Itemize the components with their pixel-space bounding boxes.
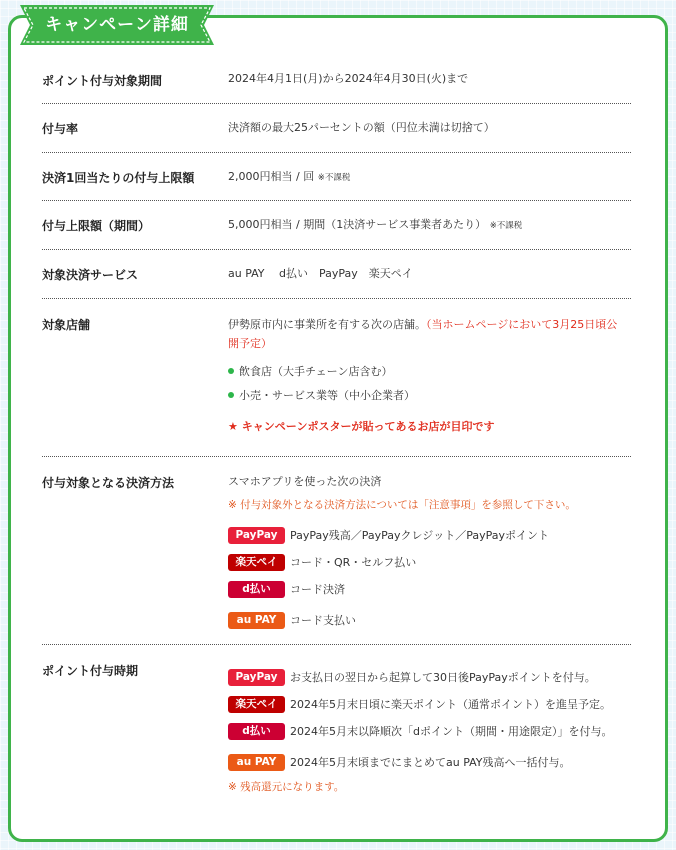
method-text: コード・QR・セルフ払い [290, 556, 417, 569]
timing-note: ※ 残高還元になります。 [228, 781, 345, 793]
method-text: PayPay残高／PayPayクレジット／PayPayポイント [290, 529, 550, 542]
stores-line1-red: （当ホームページにおいて3月25日頃公 [426, 318, 618, 331]
poster-note [228, 419, 495, 435]
methods-note: ※ 付与対象外となる決済方法については「注意事項」を参照して下さい。 [228, 499, 576, 511]
stores-item [228, 388, 415, 404]
d-barai-badge: d払い [228, 723, 285, 740]
timing-text: 2024年5月末頃までにまとめてau PAY残高へ一括付与。 [290, 756, 571, 769]
services-label: 対象決済サービス [42, 268, 139, 282]
rate-label: 付与率 [42, 122, 79, 136]
services-value: au PAY d払い PayPay 楽天ペイ [228, 267, 413, 280]
per-payment-limit-amount: 2,000円相当 / 回 [228, 170, 315, 183]
title-ribbon [20, 5, 214, 45]
timing-text: お支払日の翌日から起算して30日後PayPayポイントを付与。 [290, 671, 596, 684]
rakuten-pay-badge: 楽天ペイ [228, 554, 285, 571]
period-label: ポイント付与対象期間 [42, 74, 163, 88]
per-payment-limit-label: 決済1回当たりの付与上限額 [42, 171, 195, 185]
timing-text: 2024年5月末日頃に楽天ポイント（通常ポイント）を進呈予定。 [290, 698, 611, 711]
stores-line1 [228, 317, 617, 333]
green-bullet-icon [228, 368, 234, 374]
per-payment-limit-value [228, 169, 350, 186]
rakuten-pay-badge: 楽天ペイ [228, 696, 285, 713]
period-limit-note: ※不課税 [489, 221, 523, 231]
green-bullet-icon [228, 392, 234, 398]
per-payment-limit-note: ※不課税 [317, 173, 351, 183]
methods-intro: スマホアプリを使った次の決済 [228, 475, 382, 488]
timing-label: ポイント付与時期 [42, 664, 139, 678]
row-timing [42, 645, 631, 805]
period-limit-value [228, 217, 522, 234]
period-limit-amount: 5,000円相当 / 期間（1決済サービス事業者あたり） [228, 218, 487, 231]
au-pay-badge: au PAY [228, 612, 285, 629]
row-services [42, 250, 631, 299]
stores-item [228, 364, 392, 380]
method-text: コード支払い [290, 614, 356, 627]
rate-value: 決済額の最大25パーセントの額（円位未満は切捨て） [228, 121, 495, 134]
stores-item-text: 小売・サービス業等（中小企業者） [239, 389, 415, 402]
paypay-badge: PayPay [228, 527, 285, 544]
stores-item-text: 飲食店（大手チェーン店含む） [239, 365, 393, 378]
paypay-badge: PayPay [228, 669, 285, 686]
period-limit-label: 付与上限額（期間） [42, 219, 151, 233]
au-pay-badge: au PAY [228, 754, 285, 771]
stores-line2: 開予定） [228, 337, 272, 350]
d-barai-badge: d払い [228, 581, 285, 598]
row-per-payment-limit [42, 153, 631, 201]
poster-note-text: キャンペーンポスターが貼ってあるお店が目印です [241, 420, 495, 433]
row-period-limit [42, 201, 631, 250]
star-icon: ★ [228, 420, 238, 433]
methods-label: 付与対象となる決済方法 [42, 476, 175, 490]
row-period [42, 56, 631, 104]
timing-text: 2024年5月末以降順次「dポイント（期間・用途限定）」を付与。 [290, 725, 613, 738]
page-title: キャンペーン詳細 [45, 15, 189, 35]
row-rate [42, 104, 631, 153]
row-methods [42, 457, 631, 645]
stores-label: 対象店舗 [42, 318, 91, 332]
period-value: 2024年4月1日(月)から2024年4月30日(火)まで [228, 72, 469, 85]
row-stores [42, 299, 631, 457]
stores-line1-prefix: 伊勢原市内に事業所を有する次の店舗。 [228, 318, 426, 331]
method-text: コード決済 [290, 583, 345, 596]
